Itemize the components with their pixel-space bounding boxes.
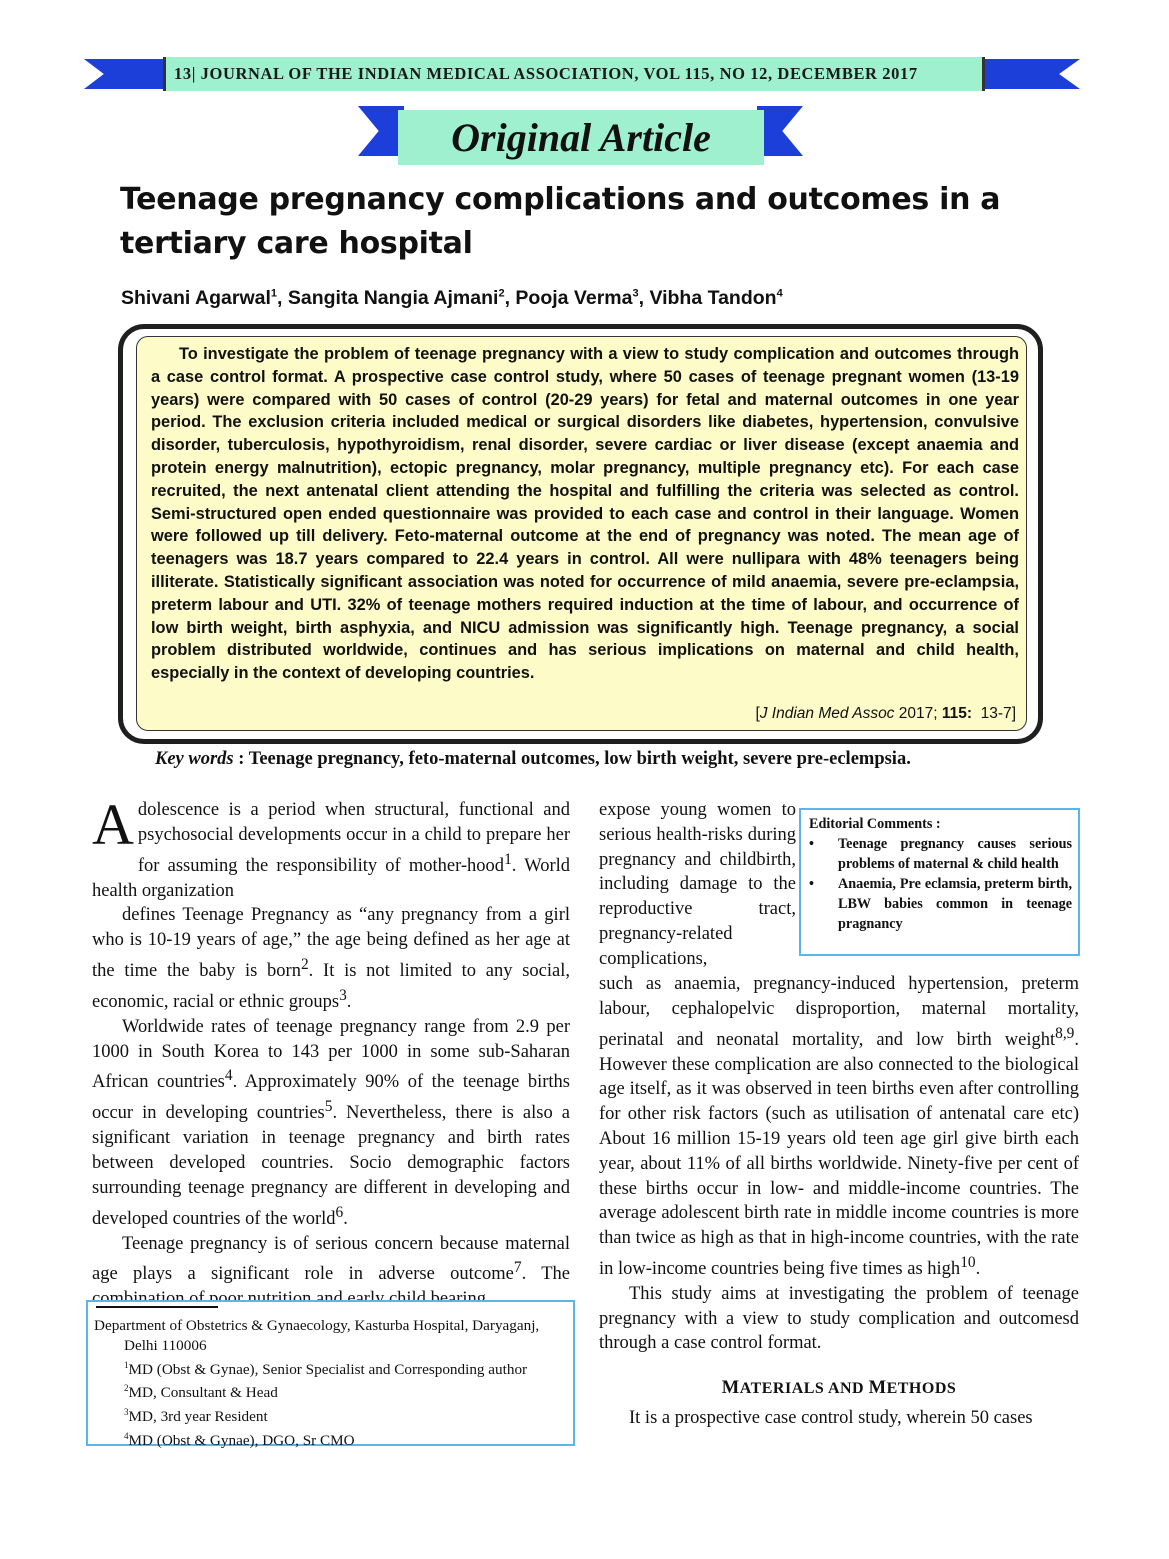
abstract-citation: [J Indian Med Assoc 2017; 115: 13-7]	[755, 705, 1016, 722]
affiliation-note: $^3$MD, 3rd year Resident	[124, 1407, 268, 1426]
body-column-right-bottom	[599, 1406, 1079, 1431]
footnote-rule	[96, 1306, 218, 1308]
abstract-text: To investigate the problem of teenage pregnancy with a view to study complication and outcomes through a case control format. A prospective case control study, where 50 cases of teenage pregnant women (13-19 years) were compared with 50 cases of control (20-29 years) for fetal and maternal outcomes in one year period. The exclusion criteria included medical or surgical disorders like diabetes, hypertension, convulsive disorder, tuberculosis, hypothyroidism, renal disorder, severe cardiac or liver disease (except anaemia and protein energy malnutrition), ectopic pregnancy, molar pregnancy, multiple pregnancy etc). For each case recruited, the next antenatal client attending the hospital and fulfilling the criteria was selected as control. Semi-structured open ended questionnaire was provided to each case and control in their language. Women were followed up till delivery. Feto-maternal outcome at the end of pregnancy was noted. The mean age of teenagers was 18.7 years compared to 22.4 years in control. All were nullipara with 48% teenagers being illiterate. Statistically significant association was noted for occurrence of mild anaemia, severe pre-eclampsia, preterm labour and UTI. 32% of teenage mothers required induction at the time of labour, and occurrence of low birth weight, birth asphyxia, and NICU admission was significantly high. Teenage pregnancy, a social problem distributed worldwide, continues and has serious implications on maternal and child health, especially in the context of developing countries.	[151, 345, 1019, 683]
author-list: Shivani Agarwal$^1$, Sangita Nangia Ajmani$^2$, Pooja Verma$^3$, Vibha Tandon$^4$	[121, 287, 783, 309]
journal-header: 13| JOURNAL OF THE INDIAN MEDICAL ASSOCIATION, VOL 115, NO 12, DECEMBER 2017	[163, 57, 985, 91]
paragraph: expose young women to serious health-risks during pregnancy and childbirth, including damage to the reproductive tract, pregnancy-related complications,	[599, 800, 796, 969]
article-title: Teenage pregnancy complications and outcomes in a tertiary care hospital	[120, 182, 1001, 261]
paragraph: defines Teenage Pregnancy as “any pregnancy from a girl who is 10-19 years of age,” the age being defined as her age at the time the baby is born$^2$. It is not limited to any social, economic, racial or ethnic groups$^3$.	[92, 905, 570, 1013]
body-column-right	[599, 972, 1079, 1356]
paragraph: Teenage pregnancy is of serious concern because maternal age plays a significant role in adverse outcome$^7$. The	[92, 1233, 571, 1285]
keywords: Key words : Teenage pregnancy, feto-maternal outcomes, low birth weight, severe pre-eclempsia.	[155, 749, 911, 769]
keywords-label: Key words	[155, 749, 234, 769]
affiliation-note: $^1$MD (Obst & Gynae), Senior Specialist and Corresponding author	[124, 1359, 528, 1378]
author-name: Pooja Verma	[515, 287, 633, 309]
paragraph: This study aims at investigating the problem of teenage pregnancy with a view to study complication and outcomesd through a case control format.	[599, 1283, 1079, 1354]
drop-cap: A	[92, 792, 134, 857]
body-column-left	[92, 792, 571, 1312]
affiliation-note: $^2$MD, Consultant & Head	[124, 1383, 278, 1402]
author-name: Sangita Nangia Ajmani	[287, 287, 499, 309]
editorial-title: Editorial Comments :	[809, 816, 941, 832]
affiliation-department: Department of Obstetrics & Gynaecology, Kasturba Hospital, Daryaganj,	[94, 1317, 540, 1334]
affiliation-note: $^4$MD (Obst & Gynae), DGO, Sr CMO	[124, 1431, 355, 1450]
keywords-text: Teenage pregnancy, feto-maternal outcomes, low birth weight, severe pre-eclempsia.	[248, 749, 911, 769]
affiliation-address: Delhi 110006	[124, 1336, 207, 1354]
header-ribbon-left	[84, 59, 174, 89]
editorial-item: • Anaemia, Pre eclamsia, preterm birth, LBW babies common in teenage pragnancy	[809, 874, 1072, 934]
paragraph: It is a prospective case control study, wherein 50 cases	[629, 1408, 1033, 1428]
article-type-label: Original Article	[398, 110, 764, 165]
author-name: Shivani Agarwal	[121, 287, 271, 309]
paragraph: Worldwide rates of teenage pregnancy range from 2.9 per 1000 in South Korea to 143 per 1000 in some sub-Saharan African countries$^4$. Approximately 90% of the teenage births occur in developing countries$^5$. Nevertheless, there is also a significant variation in teenage pregnancy and birth rates between developed countries. Socio demographic factors surrounding teenage pregnancy are different in developing and developed countries of the world$^6$.	[92, 1016, 570, 1229]
paragraph: Adolescence is a period when structural, functional and psychosocial developments occur in a child to prepare her for assuming the responsibility of mother-hood$^1$. World health organization	[92, 792, 570, 901]
body-column-right-top	[599, 798, 796, 972]
paragraph: such as anaemia, pregnancy-induced hypertension, preterm labour, cephalopelvic disproportion, maternal mortality, perinatal and neonatal mortality, and low birth weight$^{8,9}$. However these complication are also connected to the biological age itself, as it was observed in teen births even after controlling for other risk factors (such as utilisation of antenatal care etc) About 16 million 15-19 years old teen age girl give birth each year, about 11% of all births worldwide. Ninety-five per cent of these births occur in low- and middle-income countries. The average adolescent birth rate in middle income countries is more than twice as high as that in high-income countries, with the rate in low-income countries being five times as high$^{10}$.	[599, 974, 1079, 1280]
editorial-item: • Teenage pregnancy causes serious problems of maternal & child health	[809, 834, 1072, 874]
editorial-comments-box	[799, 808, 1080, 956]
author-name: Vibha Tandon	[649, 287, 777, 309]
header-ribbon-right	[985, 59, 1080, 89]
affiliation-box	[86, 1300, 575, 1450]
section-heading-materials-methods: MATERIALS AND METHODS	[721, 1378, 957, 1398]
